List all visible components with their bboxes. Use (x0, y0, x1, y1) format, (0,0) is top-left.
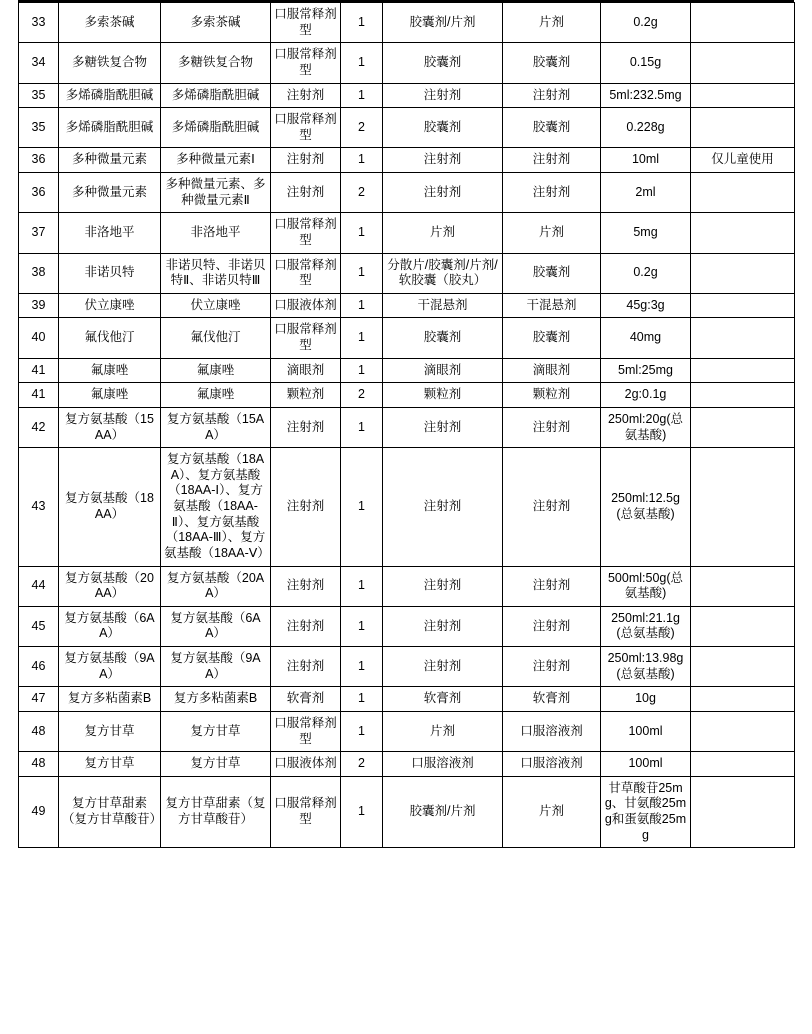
cell-note (691, 173, 795, 213)
cell-no: 41 (19, 358, 59, 383)
drug-catalog-table (18, 2, 795, 848)
cell-name-detail: 氟康唑 (161, 383, 271, 408)
cell-name: 复方氨基酸（15AA） (59, 407, 161, 447)
cell-name: 多烯磷脂酰胆碱 (59, 83, 161, 108)
cell-form-type: 注射剂 (503, 647, 601, 687)
cell-form-type: 片剂 (503, 213, 601, 253)
cell-no: 49 (19, 776, 59, 848)
cell-dosage-form: 口服液体剂 (271, 293, 341, 318)
cell-index: 1 (341, 776, 383, 848)
cell-name-detail: 复方甘草 (161, 711, 271, 751)
cell-dosage-form: 口服常释剂型 (271, 43, 341, 83)
cell-form-type: 胶囊剂 (503, 108, 601, 148)
cell-index: 1 (341, 687, 383, 712)
table-row (19, 647, 795, 687)
cell-no: 48 (19, 752, 59, 777)
cell-no: 36 (19, 148, 59, 173)
cell-spec: 0.228g (601, 108, 691, 148)
cell-dosage-form: 口服常释剂型 (271, 318, 341, 358)
cell-note (691, 687, 795, 712)
cell-name: 多索茶碱 (59, 3, 161, 43)
table-row (19, 108, 795, 148)
cell-name: 复方甘草 (59, 711, 161, 751)
cell-dosage-form: 口服液体剂 (271, 752, 341, 777)
cell-no: 45 (19, 606, 59, 646)
cell-name-detail: 非洛地平 (161, 213, 271, 253)
cell-spec: 2g:0.1g (601, 383, 691, 408)
cell-name: 氟伐他汀 (59, 318, 161, 358)
cell-name-detail: 多烯磷脂酰胆碱 (161, 108, 271, 148)
cell-index: 1 (341, 647, 383, 687)
cell-form-detail: 片剂 (383, 213, 503, 253)
cell-name-detail: 复方氨基酸（20AA） (161, 566, 271, 606)
cell-form-type: 注射剂 (503, 83, 601, 108)
cell-name-detail: 多索茶碱 (161, 3, 271, 43)
cell-name: 复方多粘菌素B (59, 687, 161, 712)
cell-spec: 2ml (601, 173, 691, 213)
cell-form-detail: 胶囊剂 (383, 108, 503, 148)
cell-name-detail: 非诺贝特、非诺贝特Ⅱ、非诺贝特Ⅲ (161, 253, 271, 293)
cell-note (691, 253, 795, 293)
table-row (19, 3, 795, 43)
cell-name-detail: 多烯磷脂酰胆碱 (161, 83, 271, 108)
table-body (19, 3, 795, 848)
cell-no: 44 (19, 566, 59, 606)
cell-dosage-form: 口服常释剂型 (271, 108, 341, 148)
cell-note (691, 752, 795, 777)
table-row (19, 407, 795, 447)
cell-form-detail: 注射剂 (383, 83, 503, 108)
cell-name-detail: 氟伐他汀 (161, 318, 271, 358)
cell-name: 伏立康唑 (59, 293, 161, 318)
table-row (19, 173, 795, 213)
cell-spec: 40mg (601, 318, 691, 358)
cell-no: 36 (19, 173, 59, 213)
cell-name: 氟康唑 (59, 383, 161, 408)
cell-form-type: 注射剂 (503, 606, 601, 646)
cell-name: 多糖铁复合物 (59, 43, 161, 83)
cell-form-type: 注射剂 (503, 148, 601, 173)
cell-note (691, 83, 795, 108)
cell-dosage-form: 注射剂 (271, 173, 341, 213)
cell-form-detail: 软膏剂 (383, 687, 503, 712)
cell-note (691, 213, 795, 253)
cell-index: 2 (341, 108, 383, 148)
table-row (19, 293, 795, 318)
cell-index: 1 (341, 566, 383, 606)
cell-note (691, 358, 795, 383)
cell-note (691, 293, 795, 318)
cell-note (691, 407, 795, 447)
table-row (19, 711, 795, 751)
cell-index: 1 (341, 3, 383, 43)
cell-form-type: 胶囊剂 (503, 253, 601, 293)
cell-no: 35 (19, 108, 59, 148)
cell-dosage-form: 口服常释剂型 (271, 776, 341, 848)
cell-note (691, 383, 795, 408)
cell-note (691, 776, 795, 848)
cell-index: 1 (341, 606, 383, 646)
cell-index: 1 (341, 148, 383, 173)
cell-name: 多烯磷脂酰胆碱 (59, 108, 161, 148)
cell-no: 47 (19, 687, 59, 712)
cell-dosage-form: 滴眼剂 (271, 358, 341, 383)
cell-spec: 250ml:13.98g(总氨基酸) (601, 647, 691, 687)
cell-note (691, 711, 795, 751)
cell-form-detail: 颗粒剂 (383, 383, 503, 408)
cell-name: 复方氨基酸（6AA） (59, 606, 161, 646)
cell-form-detail: 干混悬剂 (383, 293, 503, 318)
cell-dosage-form: 注射剂 (271, 606, 341, 646)
cell-form-type: 片剂 (503, 3, 601, 43)
table-row (19, 213, 795, 253)
cell-form-type: 胶囊剂 (503, 318, 601, 358)
cell-form-detail: 胶囊剂/片剂 (383, 776, 503, 848)
cell-index: 1 (341, 448, 383, 566)
cell-name: 复方甘草甜素（复方甘草酸苷） (59, 776, 161, 848)
cell-form-detail: 片剂 (383, 711, 503, 751)
cell-name-detail: 复方甘草甜素（复方甘草酸苷） (161, 776, 271, 848)
cell-form-detail: 注射剂 (383, 566, 503, 606)
cell-form-type: 口服溶液剂 (503, 752, 601, 777)
cell-note (691, 647, 795, 687)
cell-dosage-form: 口服常释剂型 (271, 711, 341, 751)
cell-form-detail: 胶囊剂/片剂 (383, 3, 503, 43)
cell-name-detail: 复方氨基酸（9AA） (161, 647, 271, 687)
table-row (19, 83, 795, 108)
cell-name-detail: 伏立康唑 (161, 293, 271, 318)
cell-spec: 250ml:21.1g(总氨基酸) (601, 606, 691, 646)
cell-name-detail: 复方氨基酸（6AA） (161, 606, 271, 646)
cell-form-detail: 口服溶液剂 (383, 752, 503, 777)
cell-form-detail: 注射剂 (383, 148, 503, 173)
cell-form-detail: 滴眼剂 (383, 358, 503, 383)
cell-note (691, 108, 795, 148)
cell-name-detail: 复方多粘菌素B (161, 687, 271, 712)
cell-dosage-form: 颗粒剂 (271, 383, 341, 408)
cell-no: 43 (19, 448, 59, 566)
cell-no: 48 (19, 711, 59, 751)
cell-form-type: 胶囊剂 (503, 43, 601, 83)
table-row (19, 776, 795, 848)
cell-no: 38 (19, 253, 59, 293)
cell-form-detail: 注射剂 (383, 407, 503, 447)
cell-name: 复方氨基酸（9AA） (59, 647, 161, 687)
cell-dosage-form: 注射剂 (271, 448, 341, 566)
cell-spec: 100ml (601, 711, 691, 751)
table-row (19, 358, 795, 383)
cell-form-type: 注射剂 (503, 173, 601, 213)
cell-name-detail: 复方氨基酸（18AA）、复方氨基酸（18AA-Ⅰ）、复方氨基酸（18AA-Ⅱ）、复方氨基酸（18AA-Ⅲ）、复方氨基酸（18AA-Ⅴ） (161, 448, 271, 566)
cell-form-detail: 注射剂 (383, 606, 503, 646)
cell-index: 1 (341, 213, 383, 253)
table-row (19, 566, 795, 606)
cell-form-type: 注射剂 (503, 566, 601, 606)
cell-spec: 0.15g (601, 43, 691, 83)
cell-form-detail: 注射剂 (383, 647, 503, 687)
cell-name-detail: 复方甘草 (161, 752, 271, 777)
table-row (19, 318, 795, 358)
cell-spec: 5ml:232.5mg (601, 83, 691, 108)
cell-spec: 5mg (601, 213, 691, 253)
cell-form-type: 注射剂 (503, 407, 601, 447)
cell-index: 2 (341, 752, 383, 777)
cell-no: 40 (19, 318, 59, 358)
cell-index: 1 (341, 43, 383, 83)
cell-dosage-form: 注射剂 (271, 566, 341, 606)
cell-spec: 5ml:25mg (601, 358, 691, 383)
cell-name-detail: 多糖铁复合物 (161, 43, 271, 83)
cell-name-detail: 多种微量元素Ⅰ (161, 148, 271, 173)
cell-note: 仅儿童使用 (691, 148, 795, 173)
cell-spec: 100ml (601, 752, 691, 777)
table-row (19, 148, 795, 173)
cell-spec: 250ml:20g(总氨基酸) (601, 407, 691, 447)
cell-form-type: 片剂 (503, 776, 601, 848)
cell-spec: 10ml (601, 148, 691, 173)
cell-dosage-form: 口服常释剂型 (271, 253, 341, 293)
cell-form-detail: 胶囊剂 (383, 318, 503, 358)
cell-spec: 250ml:12.5g(总氨基酸) (601, 448, 691, 566)
cell-name: 复方甘草 (59, 752, 161, 777)
cell-note (691, 3, 795, 43)
cell-form-type: 注射剂 (503, 448, 601, 566)
cell-form-type: 颗粒剂 (503, 383, 601, 408)
cell-form-type: 口服溶液剂 (503, 711, 601, 751)
table-row (19, 448, 795, 566)
cell-form-detail: 胶囊剂 (383, 43, 503, 83)
cell-name: 非洛地平 (59, 213, 161, 253)
cell-index: 1 (341, 407, 383, 447)
cell-dosage-form: 注射剂 (271, 83, 341, 108)
cell-no: 39 (19, 293, 59, 318)
cell-dosage-form: 注射剂 (271, 148, 341, 173)
cell-note (691, 606, 795, 646)
cell-form-detail: 注射剂 (383, 448, 503, 566)
cell-form-detail: 分散片/胶囊剂/片剂/软胶囊（胶丸） (383, 253, 503, 293)
table-row (19, 687, 795, 712)
cell-name-detail: 氟康唑 (161, 358, 271, 383)
cell-dosage-form: 软膏剂 (271, 687, 341, 712)
table-row (19, 752, 795, 777)
cell-no: 37 (19, 213, 59, 253)
cell-note (691, 566, 795, 606)
cell-name: 复方氨基酸（18AA） (59, 448, 161, 566)
cell-name: 氟康唑 (59, 358, 161, 383)
cell-no: 35 (19, 83, 59, 108)
cell-index: 1 (341, 358, 383, 383)
cell-no: 33 (19, 3, 59, 43)
cell-note (691, 43, 795, 83)
table-row (19, 383, 795, 408)
cell-name: 多种微量元素 (59, 173, 161, 213)
cell-dosage-form: 注射剂 (271, 647, 341, 687)
cell-name: 复方氨基酸（20AA） (59, 566, 161, 606)
cell-form-type: 滴眼剂 (503, 358, 601, 383)
cell-spec: 0.2g (601, 3, 691, 43)
cell-index: 2 (341, 383, 383, 408)
cell-index: 2 (341, 173, 383, 213)
cell-no: 46 (19, 647, 59, 687)
table-row (19, 43, 795, 83)
cell-no: 34 (19, 43, 59, 83)
cell-index: 1 (341, 293, 383, 318)
cell-name-detail: 复方氨基酸（15AA） (161, 407, 271, 447)
cell-dosage-form: 口服常释剂型 (271, 213, 341, 253)
cell-spec: 10g (601, 687, 691, 712)
cell-no: 42 (19, 407, 59, 447)
cell-form-type: 干混悬剂 (503, 293, 601, 318)
cell-note (691, 448, 795, 566)
cell-dosage-form: 口服常释剂型 (271, 3, 341, 43)
table-row (19, 253, 795, 293)
cell-no: 41 (19, 383, 59, 408)
cell-spec: 500ml:50g(总氨基酸) (601, 566, 691, 606)
cell-index: 1 (341, 318, 383, 358)
cell-spec: 甘草酸苷25mg、甘氨酸25mg和蛋氨酸25mg (601, 776, 691, 848)
cell-dosage-form: 注射剂 (271, 407, 341, 447)
cell-index: 1 (341, 83, 383, 108)
cell-index: 1 (341, 711, 383, 751)
cell-note (691, 318, 795, 358)
cell-name: 多种微量元素 (59, 148, 161, 173)
cell-form-type: 软膏剂 (503, 687, 601, 712)
cell-name-detail: 多种微量元素、多种微量元素Ⅱ (161, 173, 271, 213)
cell-form-detail: 注射剂 (383, 173, 503, 213)
cell-spec: 0.2g (601, 253, 691, 293)
cell-spec: 45g:3g (601, 293, 691, 318)
cell-index: 1 (341, 253, 383, 293)
table-row (19, 606, 795, 646)
cell-name: 非诺贝特 (59, 253, 161, 293)
